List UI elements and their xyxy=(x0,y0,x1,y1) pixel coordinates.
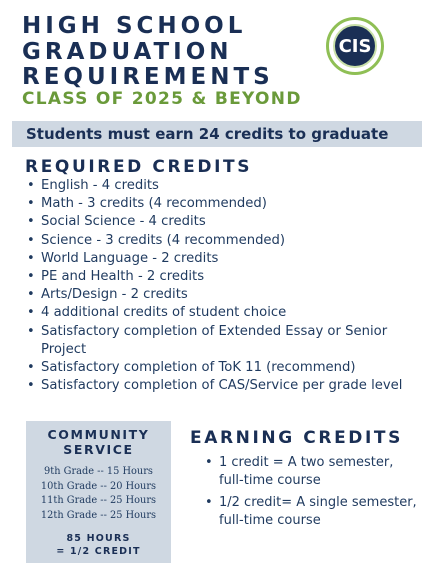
cis-logo-text: CIS xyxy=(333,24,377,68)
community-service-hours xyxy=(26,465,171,523)
list-item: • Math - 3 credits (4 recommended) xyxy=(26,195,422,213)
total-line: 85 HOURS xyxy=(66,533,131,544)
list-item: • Social Science - 4 credits xyxy=(26,213,422,231)
community-service-title-line: SERVICE xyxy=(63,442,134,457)
credits-banner xyxy=(12,121,422,147)
title-line-3: REQUIREMENTS xyxy=(22,64,274,90)
hours-row: 9th Grade -- 15 Hours xyxy=(44,466,153,477)
title-line-1: HIGH SCHOOL xyxy=(22,13,247,39)
list-item: • 4 additional credits of student choice xyxy=(26,304,422,322)
list-item: • English - 4 credits xyxy=(26,177,422,195)
hours-row: 10th Grade -- 20 Hours xyxy=(40,480,157,492)
total-line: = 1/2 CREDIT xyxy=(56,546,141,557)
list-item: • 1/2 credit= A single semester, full-time course xyxy=(203,494,418,530)
title-line-2: GRADUATION xyxy=(22,39,233,65)
list-item: • PE and Health - 2 credits xyxy=(26,268,422,286)
community-service-title-line: COMMUNITY xyxy=(47,427,150,442)
list-item: • Arts/Design - 2 credits xyxy=(26,286,422,304)
cis-logo xyxy=(326,17,384,75)
list-item: • Satisfactory completion of Extended Essay or Senior Project xyxy=(26,323,422,359)
earning-credits-heading: EARNING CREDITS xyxy=(190,428,403,448)
list-item: • Science - 3 credits (4 recommended) xyxy=(26,232,422,250)
subtitle: CLASS OF 2025 & BEYOND xyxy=(22,89,302,109)
banner-text: Students must earn 24 credits to graduate xyxy=(26,125,389,143)
community-service-total xyxy=(26,532,171,558)
list-item: • Satisfactory completion of CAS/Service per grade level xyxy=(26,377,422,395)
community-service-box xyxy=(26,421,171,563)
list-item: • 1 credit = A two semester, full-time course xyxy=(203,454,418,490)
list-item: • World Language - 2 credits xyxy=(26,250,422,268)
required-credits-heading: REQUIRED CREDITS xyxy=(25,157,253,177)
hours-row: 11th Grade -- 25 Hours xyxy=(40,495,157,506)
community-service-title xyxy=(26,427,171,457)
list-item: • Satisfactory completion of ToK 11 (recommend) xyxy=(26,359,422,377)
hours-row: 12th Grade -- 25 Hours xyxy=(40,509,157,521)
required-credits-list xyxy=(26,177,422,395)
earning-credits-list xyxy=(203,454,418,534)
